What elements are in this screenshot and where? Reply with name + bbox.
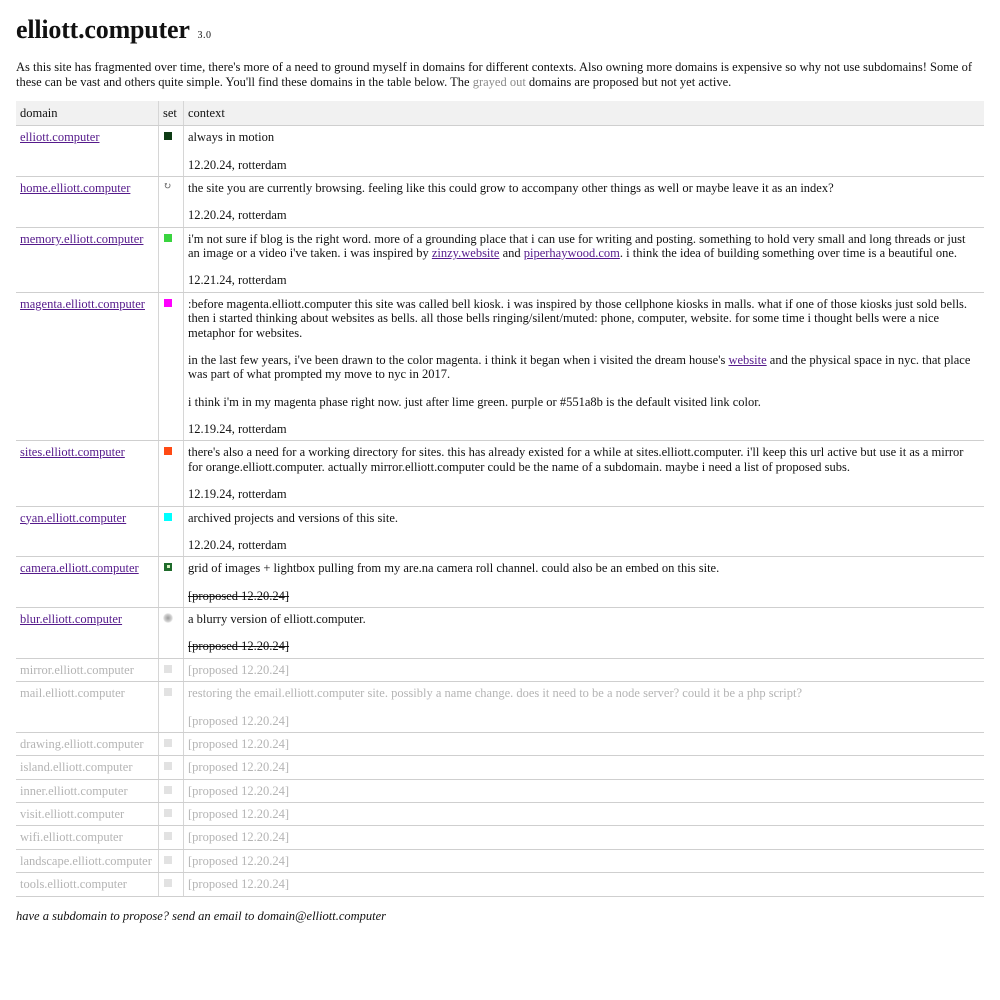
row-date: 12.20.24, rotterdam bbox=[188, 157, 287, 172]
context-text: and bbox=[499, 246, 524, 261]
square-icon bbox=[164, 447, 172, 455]
table-row-inactive bbox=[16, 779, 984, 802]
row-context bbox=[188, 232, 980, 261]
image-icon bbox=[164, 563, 172, 571]
footer-note: have a subdomain to propose? send an email to domain@elliott.computer bbox=[16, 908, 387, 923]
domain-link-cyan[interactable]: cyan.elliott.computer bbox=[20, 510, 127, 525]
square-icon bbox=[164, 856, 172, 864]
square-icon bbox=[164, 809, 172, 817]
table-row bbox=[16, 608, 984, 659]
row-date: 12.21.24, rotterdam bbox=[188, 273, 287, 288]
domains-table bbox=[16, 101, 984, 896]
dream-house-link[interactable]: website bbox=[728, 352, 767, 367]
row-context: restoring the email.elliott.computer site. possibly a name change. does it need to be a node server? could it be a php script? bbox=[188, 686, 803, 701]
table-row bbox=[16, 227, 984, 292]
blur-icon bbox=[163, 613, 173, 623]
domain-label-wifi: wifi.elliott.computer bbox=[20, 830, 123, 845]
row-date: [proposed 12.20.24] bbox=[188, 807, 290, 822]
domain-link-home[interactable]: home.elliott.computer bbox=[20, 180, 131, 195]
domain-link-camera[interactable]: camera.elliott.computer bbox=[20, 561, 139, 576]
row-date: [proposed 12.20.24] bbox=[188, 736, 290, 751]
domain-label-mail: mail.elliott.computer bbox=[20, 686, 125, 701]
domain-label-inner: inner.elliott.computer bbox=[20, 783, 128, 798]
square-icon bbox=[164, 299, 172, 307]
row-date: [proposed 12.20.24] bbox=[188, 783, 290, 798]
row-date: [proposed 12.20.24] bbox=[188, 830, 290, 845]
table-row bbox=[16, 441, 984, 506]
square-icon bbox=[164, 688, 172, 696]
row-date: [proposed 12.20.24] bbox=[188, 760, 290, 775]
context-text: i'm not sure if blog is the right word. more of a grounding place that i can use for writing and posting. something to hold very small and long threads or just an image or a video i've taken. i was inspired by bbox=[188, 231, 966, 261]
site-title: elliott.computer bbox=[16, 15, 190, 44]
row-context: archived projects and versions of this site. bbox=[188, 510, 399, 525]
square-icon bbox=[164, 513, 172, 521]
table-row-inactive bbox=[16, 873, 984, 896]
header-domain: domain bbox=[16, 101, 159, 126]
row-context: grid of images + lightbox pulling from my are.na camera roll channel. could also be an embed on this site. bbox=[188, 561, 720, 576]
square-icon bbox=[164, 234, 172, 242]
context-text: . i think the idea of building something over time is a beautiful one. bbox=[619, 246, 957, 261]
header-set: set bbox=[159, 101, 184, 126]
domain-label-drawing: drawing.elliott.computer bbox=[20, 736, 144, 751]
row-date: 12.20.24, rotterdam bbox=[188, 537, 287, 552]
table-row-inactive bbox=[16, 849, 984, 872]
context-text: in the last few years, i've been drawn to the color magenta. i think it began when i visited the dream house's bbox=[188, 352, 729, 367]
intro-text-end: domains are proposed but not yet active. bbox=[525, 74, 732, 89]
table-row bbox=[16, 557, 984, 608]
row-date: 12.19.24, rotterdam bbox=[188, 422, 287, 437]
row-date: [proposed 12.20.24] bbox=[188, 877, 290, 892]
square-icon bbox=[164, 132, 172, 140]
refresh-icon: ↻ bbox=[163, 180, 172, 192]
table-row-inactive bbox=[16, 682, 984, 733]
domain-label-tools: tools.elliott.computer bbox=[20, 877, 127, 892]
version-badge: 3.0 bbox=[197, 30, 212, 41]
domain-link-sites[interactable]: sites.elliott.computer bbox=[20, 445, 125, 460]
context-text: and the physical space in nyc. that place was part of what prompted my move to nyc in 2017. bbox=[188, 352, 971, 382]
intro-grayed-text: grayed out bbox=[472, 74, 526, 89]
row-date: [proposed 12.20.24] bbox=[188, 713, 290, 728]
square-icon bbox=[164, 786, 172, 794]
domain-link-blur[interactable]: blur.elliott.computer bbox=[20, 612, 123, 627]
table-row-inactive bbox=[16, 803, 984, 826]
domain-link-memory[interactable]: memory.elliott.computer bbox=[20, 231, 144, 246]
zinzy-link[interactable]: zinzy.website bbox=[431, 246, 500, 261]
table-row bbox=[16, 126, 984, 177]
row-date: 12.19.24, rotterdam bbox=[188, 487, 287, 502]
domain-label-visit: visit.elliott.computer bbox=[20, 807, 125, 822]
row-date: [proposed 12.20.24] bbox=[188, 853, 290, 868]
table-row-inactive bbox=[16, 756, 984, 779]
domain-label-mirror: mirror.elliott.computer bbox=[20, 662, 134, 677]
table-row bbox=[16, 506, 984, 557]
table-row bbox=[16, 176, 984, 227]
piperhaywood-link[interactable]: piperhaywood.com bbox=[523, 246, 620, 261]
row-context: :before magenta.elliott.computer this site was called bell kiosk. i was inspired by those cellphone kiosks in malls. what if one of those kiosks just sold bells. then i started thinking about websites as bells. all those bells ringing/silent/muted: phone, computer, website. for some time i thought bells were a nice metaphor for websites. bbox=[188, 296, 968, 340]
intro-paragraph bbox=[16, 60, 984, 89]
square-icon bbox=[164, 762, 172, 770]
domain-label-island: island.elliott.computer bbox=[20, 760, 133, 775]
square-icon bbox=[164, 879, 172, 887]
table-row bbox=[16, 292, 984, 441]
row-date: 12.20.24, rotterdam bbox=[188, 208, 287, 223]
row-date: [proposed 12.20.24] bbox=[188, 662, 290, 677]
table-row-inactive bbox=[16, 826, 984, 849]
table-row-inactive bbox=[16, 732, 984, 755]
row-context: a blurry version of elliott.computer. bbox=[188, 612, 366, 627]
row-date: [proposed 12.20.24] bbox=[188, 588, 290, 603]
square-icon bbox=[164, 739, 172, 747]
row-context: always in motion bbox=[188, 130, 275, 145]
intro-text: As this site has fragmented over time, there's more of a need to ground myself in domains for different contexts. Also owning more domains is expensive so why not use subdomains! Some of these can be vast and others quite simple. You'll find these domains in the table below. The bbox=[16, 60, 973, 89]
table-header-row bbox=[16, 101, 984, 126]
domain-label-landscape: landscape.elliott.computer bbox=[20, 853, 152, 868]
domain-link-elliott[interactable]: elliott.computer bbox=[20, 130, 100, 145]
square-icon bbox=[164, 665, 172, 673]
page-title bbox=[16, 14, 984, 45]
row-context: the site you are currently browsing. feeling like this could grow to accompany other things as well or maybe leave it as an index? bbox=[188, 180, 834, 195]
square-icon bbox=[164, 832, 172, 840]
row-date: [proposed 12.20.24] bbox=[188, 639, 290, 654]
domain-link-magenta[interactable]: magenta.elliott.computer bbox=[20, 296, 145, 311]
table-row-inactive bbox=[16, 658, 984, 681]
row-context bbox=[188, 353, 980, 382]
header-context: context bbox=[184, 101, 985, 126]
row-context: i think i'm in my magenta phase right now. just after lime green. purple or #551a8b is the default visited link color. bbox=[188, 394, 761, 409]
row-context: there's also a need for a working directory for sites. this has already existed for a while at sites.elliott.computer. i'll keep this url active but use it as a mirror for orange.elliott.computer. actually mirror.elliott.computer could be the name of a subdomain. maybe i need a list of proposed subs. bbox=[188, 445, 964, 474]
